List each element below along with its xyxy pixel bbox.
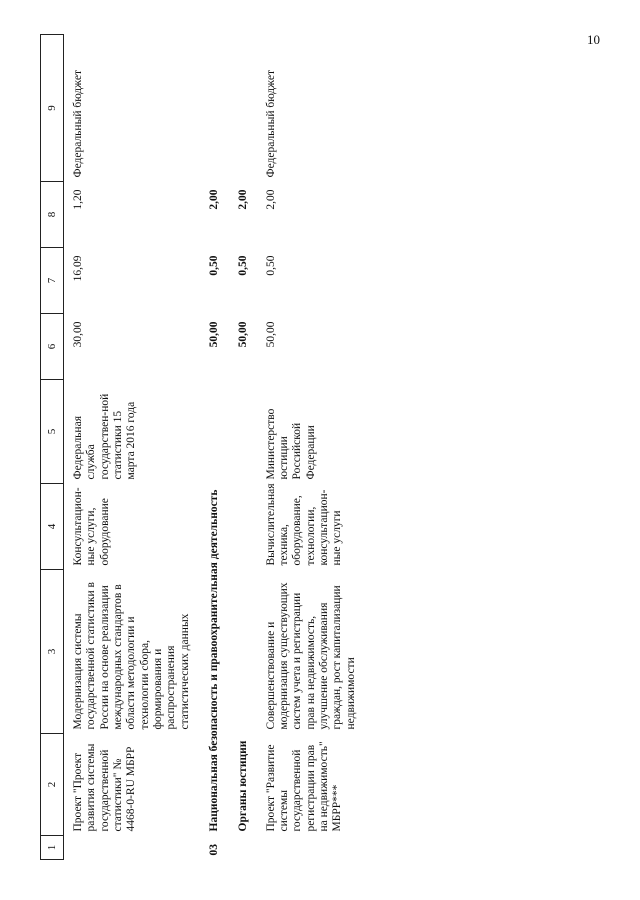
section-col-6: 50,00: [207, 321, 220, 348]
section-code: 03: [207, 844, 220, 856]
header-col-8: 8: [41, 182, 64, 248]
row-col-6: 30,00: [72, 321, 84, 348]
section-col-9: [198, 35, 227, 182]
row-col-8: 2,00: [264, 189, 277, 210]
row-funding-source: Федеральный бюджет: [72, 70, 84, 178]
row-col-7: 16,09: [72, 255, 84, 282]
header-col-7: 7: [41, 248, 64, 314]
organ-col-7: 0,50: [237, 255, 250, 276]
organ-col-9: [227, 35, 256, 182]
row-col-7: 0,50: [264, 255, 277, 276]
row-project: Проект "Проект развития системы государственной статистики" № 4468-0-RU МБРР: [72, 743, 138, 832]
header-col-9: 9: [41, 35, 64, 182]
section-col-8: 2,00: [207, 189, 220, 210]
row-code: [64, 836, 198, 860]
header-col-2: 2: [41, 734, 64, 836]
row-col-8: 1,20: [72, 189, 84, 210]
row-funding-source: Федеральный бюджет: [264, 70, 277, 178]
projects-table: [40, 34, 364, 860]
row-description: Совершенствование и модернизация существующих систем учета и регистрации прав на недвижимость, улучшение обслуживания граждан, рост капитализации недвижимости: [264, 582, 357, 730]
row-executor: Федеральная служба государствен-ной статистики 15 марта 2016 года: [72, 393, 138, 480]
header-col-3: 3: [41, 570, 64, 734]
page-number: 10: [587, 32, 600, 47]
section-col-7: 0,50: [207, 255, 220, 276]
row-category: Вычислительная техника, оборудование, технологии, консультацион-ные услуги: [264, 483, 344, 566]
rotated-page-content: [40, 35, 580, 860]
organ-code: [227, 836, 256, 860]
row-category: Консультацион-ные услуги, оборудование: [72, 487, 111, 566]
section-title: Национальная безопасность и правоохранительная деятельность: [207, 489, 220, 832]
header-col-1: 1: [41, 836, 64, 860]
organ-title: Органы юстиции: [237, 740, 250, 832]
header-row: [41, 35, 64, 860]
row-project: Проект "Развитие системы государственной регистрации прав на недвижимость" МБРР***: [264, 741, 344, 832]
table-row: [257, 35, 364, 860]
row-executor: Министерство юстиции Российской Федерации: [264, 408, 317, 480]
table-row: [64, 35, 198, 860]
row-code: [257, 836, 364, 860]
section-row: [198, 35, 227, 860]
organ-col-8: 2,00: [237, 189, 250, 210]
header-col-6: 6: [41, 314, 64, 380]
row-description: Модернизация системы государственной статистики в России на основе реализации международных стандартов в области методологии и технологии сбора, формирования и распространения статистических данных: [72, 582, 191, 730]
header-col-5: 5: [41, 380, 64, 484]
organ-col-6: 50,00: [237, 321, 250, 348]
row-col-6: 50,00: [264, 321, 277, 348]
header-col-4: 4: [41, 484, 64, 570]
organ-row: [227, 35, 256, 860]
